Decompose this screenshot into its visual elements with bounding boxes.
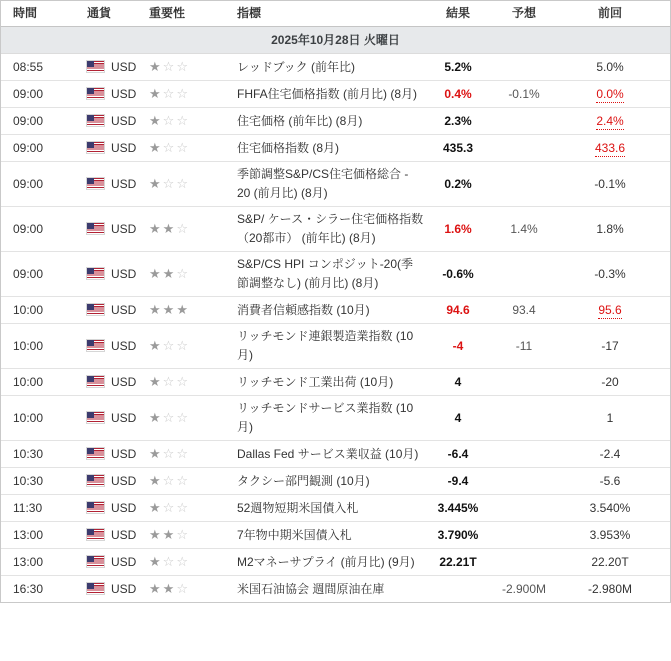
star-empty-icon: ☆: [176, 500, 190, 515]
event-forecast: [485, 522, 563, 549]
star-empty-icon: ☆: [176, 410, 190, 425]
event-forecast: [485, 369, 563, 396]
event-importance: [141, 297, 229, 324]
event-currency: [77, 549, 141, 576]
importance-stars: [149, 554, 190, 569]
event-importance: [141, 522, 229, 549]
previous-value: -17: [601, 338, 619, 353]
previous-value: 1.8%: [596, 221, 624, 236]
table-row: [1, 369, 670, 396]
star-filled-icon: ★: [149, 410, 163, 425]
importance-stars: [149, 86, 190, 101]
star-filled-icon: ★: [149, 176, 163, 191]
event-result: [431, 495, 485, 522]
event-currency: [77, 576, 141, 603]
event-previous: [563, 576, 670, 603]
event-previous: [563, 135, 670, 162]
event-indicator-link[interactable]: S&P/ ケース・シラー住宅価格指数（20都市） (前年比) (8月): [229, 207, 431, 252]
previous-value: -0.3%: [594, 266, 626, 281]
us-flag-icon: [87, 178, 104, 189]
result-value: 3.445%: [437, 500, 479, 515]
event-result: [431, 81, 485, 108]
event-forecast: [485, 396, 563, 441]
event-time: 10:00: [1, 324, 77, 369]
currency-label: USD: [111, 140, 137, 155]
result-value: -9.4: [447, 473, 469, 488]
table-row: [1, 324, 670, 369]
us-flag-icon: [87, 376, 104, 387]
event-importance: [141, 468, 229, 495]
table-header-row: [1, 1, 670, 27]
event-importance: [141, 324, 229, 369]
star-empty-icon: ☆: [176, 140, 190, 155]
event-result: [431, 576, 485, 603]
event-forecast: [485, 495, 563, 522]
event-currency: [77, 324, 141, 369]
event-importance: [141, 108, 229, 135]
result-value: 4: [454, 410, 462, 425]
event-importance: [141, 162, 229, 207]
star-empty-icon: ☆: [162, 410, 177, 425]
star-empty-icon: ☆: [176, 113, 190, 128]
date-header-row: [1, 27, 670, 54]
table-row: [1, 549, 670, 576]
event-time: 13:00: [1, 549, 77, 576]
star-empty-icon: ☆: [162, 500, 177, 515]
result-value: 94.6: [446, 302, 470, 317]
event-forecast: [485, 441, 563, 468]
event-previous: [563, 396, 670, 441]
event-time: 10:00: [1, 297, 77, 324]
event-importance: [141, 549, 229, 576]
result-value: 435.3: [442, 140, 474, 155]
event-currency: [77, 441, 141, 468]
event-result: [431, 207, 485, 252]
us-flag-icon: [87, 412, 104, 423]
event-indicator-link[interactable]: 7年物中期米国債入札: [229, 522, 431, 549]
currency-label: USD: [111, 410, 137, 425]
event-result: [431, 549, 485, 576]
star-empty-icon: ☆: [162, 374, 177, 389]
event-previous: [563, 108, 670, 135]
star-filled-icon: ★: [149, 446, 163, 461]
star-filled-icon: ★: [162, 581, 177, 596]
previous-value: 3.540%: [589, 500, 631, 515]
column-header-forecast: 予想: [485, 1, 563, 27]
event-result: [431, 441, 485, 468]
event-previous: [563, 324, 670, 369]
result-value: 1.6%: [444, 221, 472, 236]
event-currency: [77, 54, 141, 81]
event-indicator-link[interactable]: レッドブック (前年比): [229, 54, 431, 81]
table-row: [1, 297, 670, 324]
event-forecast: [485, 135, 563, 162]
date-header: 2025年10月28日 火曜日: [1, 27, 670, 54]
star-filled-icon: ★: [162, 221, 177, 236]
table-row: [1, 108, 670, 135]
event-previous: [563, 162, 670, 207]
event-forecast: -0.1%: [485, 81, 563, 108]
star-filled-icon: ★: [162, 266, 177, 281]
event-indicator-link[interactable]: 米国石油協会 週間原油在庫: [237, 581, 385, 596]
previous-value: 22.20T: [591, 554, 629, 569]
event-forecast: -2.900M: [501, 581, 547, 596]
table-row: [1, 495, 670, 522]
currency-label: USD: [111, 113, 137, 128]
importance-stars: [149, 59, 190, 74]
star-filled-icon: ★: [149, 581, 163, 596]
event-currency: [77, 297, 141, 324]
event-time: 11:30: [1, 495, 77, 522]
event-result: [431, 468, 485, 495]
event-currency: [77, 369, 141, 396]
star-filled-icon: ★: [149, 500, 163, 515]
event-indicator-link[interactable]: FHFA住宅価格指数 (前月比) (8月): [229, 81, 431, 108]
event-result: [431, 108, 485, 135]
result-value: 5.2%: [444, 59, 472, 74]
event-previous: [563, 468, 670, 495]
event-time: 16:30: [13, 581, 44, 596]
event-importance: [141, 207, 229, 252]
us-flag-icon: [87, 304, 104, 315]
event-indicator-link[interactable]: リッチモンドサービス業指数 (10月): [229, 396, 431, 441]
currency-label: USD: [111, 86, 137, 101]
importance-stars: [149, 581, 190, 596]
event-previous: [563, 441, 670, 468]
event-result: [431, 162, 485, 207]
event-previous: [563, 549, 670, 576]
event-currency: [77, 81, 141, 108]
importance-stars: [149, 374, 190, 389]
us-flag-icon: [87, 268, 104, 279]
event-result: [431, 297, 485, 324]
column-header-indicator: 指標: [229, 1, 431, 27]
us-flag-icon: [87, 340, 104, 351]
event-result: [431, 54, 485, 81]
table-row: [1, 252, 670, 297]
previous-value: 3.953%: [589, 527, 631, 542]
previous-value: 95.6: [598, 302, 622, 317]
currency-label: USD: [111, 266, 137, 281]
importance-stars: [149, 266, 190, 281]
star-empty-icon: ☆: [176, 446, 190, 461]
table-row: [1, 135, 670, 162]
star-filled-icon: ★: [149, 374, 163, 389]
table-row: [1, 81, 670, 108]
star-empty-icon: ☆: [176, 338, 190, 353]
star-empty-icon: ☆: [162, 59, 177, 74]
event-indicator-link[interactable]: 消費者信頼感指数 (10月): [229, 297, 431, 324]
column-header-currency: 通貨: [77, 1, 141, 27]
previous-value: -5.6: [599, 473, 621, 488]
event-result: [431, 324, 485, 369]
us-flag-icon: [87, 223, 104, 234]
event-currency: [77, 495, 141, 522]
event-indicator-link[interactable]: タクシー部門観測 (10月): [229, 468, 431, 495]
result-value: 4: [454, 374, 462, 389]
event-time: 09:00: [1, 81, 77, 108]
event-time: 09:00: [1, 252, 77, 297]
star-empty-icon: ☆: [162, 86, 177, 101]
event-time: 10:30: [1, 441, 77, 468]
previous-value: -20: [601, 374, 619, 389]
star-empty-icon: ☆: [176, 176, 190, 191]
event-importance: [141, 396, 229, 441]
star-empty-icon: ☆: [176, 86, 190, 101]
result-value: 2.3%: [444, 113, 472, 128]
event-time: 10:00: [1, 396, 77, 441]
event-result: [431, 369, 485, 396]
event-forecast: [485, 549, 563, 576]
event-indicator-link[interactable]: リッチモンド工業出荷 (10月): [229, 369, 431, 396]
currency-label: USD: [111, 554, 137, 569]
star-empty-icon: ☆: [162, 176, 177, 191]
column-header-previous: 前回: [563, 1, 670, 27]
event-previous: [563, 252, 670, 297]
event-previous: [563, 522, 670, 549]
currency-label: USD: [111, 176, 137, 191]
currency-label: USD: [111, 581, 137, 596]
event-previous: [563, 369, 670, 396]
previous-value: 433.6: [594, 140, 626, 155]
event-time: 10:00: [1, 369, 77, 396]
star-empty-icon: ☆: [176, 554, 190, 569]
event-currency: [77, 108, 141, 135]
event-time: 09:00: [1, 207, 77, 252]
result-value: 22.21T: [439, 554, 477, 569]
column-header-time: 時間: [1, 1, 77, 27]
event-indicator-link[interactable]: 住宅価格 (前年比) (8月): [229, 108, 431, 135]
event-currency: [77, 522, 141, 549]
table-row: [1, 468, 670, 495]
event-importance: [141, 252, 229, 297]
star-filled-icon: ★: [149, 86, 163, 101]
star-empty-icon: ☆: [176, 527, 190, 542]
currency-label: USD: [111, 374, 137, 389]
table-row: [1, 207, 670, 252]
event-importance: [141, 81, 229, 108]
event-indicator-link[interactable]: 52週物短期米国債入札: [229, 495, 431, 522]
importance-stars: [149, 338, 190, 353]
previous-value: 1: [606, 410, 614, 425]
event-previous: [563, 54, 670, 81]
star-filled-icon: ★: [149, 302, 163, 317]
result-value: 0.4%: [444, 86, 472, 101]
star-empty-icon: ☆: [162, 338, 177, 353]
previous-value: 2.4%: [596, 113, 624, 128]
result-value: 3.790%: [437, 527, 479, 542]
importance-stars: [149, 527, 190, 542]
star-empty-icon: ☆: [162, 473, 177, 488]
importance-stars: [149, 302, 190, 317]
us-flag-icon: [87, 115, 104, 126]
importance-stars: [149, 500, 190, 515]
result-value: -0.6%: [442, 266, 474, 281]
star-empty-icon: ☆: [176, 473, 190, 488]
previous-value: -2.4: [599, 446, 621, 461]
currency-label: USD: [111, 221, 137, 236]
event-result: [431, 396, 485, 441]
star-empty-icon: ☆: [162, 113, 177, 128]
star-filled-icon: ★: [149, 266, 163, 281]
importance-stars: [149, 140, 190, 155]
previous-value: 5.0%: [596, 59, 624, 74]
star-filled-icon: ★: [149, 527, 163, 542]
event-time: 13:00: [1, 522, 77, 549]
event-indicator-link[interactable]: Dallas Fed サービス業収益 (10月): [229, 441, 431, 468]
event-indicator-link[interactable]: 季節調整S&P/CS住宅価格総合 - 20 (前月比) (8月): [229, 162, 431, 207]
currency-label: USD: [111, 500, 137, 515]
event-currency: [77, 252, 141, 297]
us-flag-icon: [87, 448, 104, 459]
currency-label: USD: [111, 59, 137, 74]
importance-stars: [149, 176, 190, 191]
event-indicator-link[interactable]: S&P/CS HPI コンポジット-20(季節調整なし) (前月比) (8月): [229, 252, 431, 297]
event-importance: [141, 441, 229, 468]
event-forecast: [485, 162, 563, 207]
event-indicator-link[interactable]: リッチモンド連銀製造業指数 (10月): [229, 324, 431, 369]
star-empty-icon: ☆: [162, 140, 177, 155]
event-result: [431, 252, 485, 297]
event-currency: [77, 396, 141, 441]
table-row: [1, 441, 670, 468]
event-indicator-link[interactable]: 住宅価格指数 (8月): [229, 135, 431, 162]
event-forecast: [485, 252, 563, 297]
star-filled-icon: ★: [162, 527, 177, 542]
event-time: 08:55: [1, 54, 77, 81]
event-importance: [141, 135, 229, 162]
star-empty-icon: ☆: [176, 374, 190, 389]
result-value: -6.4: [447, 446, 469, 461]
currency-label: USD: [111, 338, 137, 353]
importance-stars: [149, 221, 190, 236]
event-time: 09:00: [1, 108, 77, 135]
currency-label: USD: [111, 527, 137, 542]
star-filled-icon: ★: [149, 59, 163, 74]
star-filled-icon: ★: [149, 473, 163, 488]
event-forecast: -11: [485, 324, 563, 369]
result-value: 0.2%: [444, 176, 472, 191]
importance-stars: [149, 473, 190, 488]
event-currency: [77, 207, 141, 252]
us-flag-icon: [87, 529, 104, 540]
event-importance: [141, 54, 229, 81]
star-filled-icon: ★: [149, 113, 163, 128]
event-forecast: [485, 54, 563, 81]
importance-stars: [149, 113, 190, 128]
event-currency: [77, 468, 141, 495]
star-filled-icon: ★: [149, 338, 163, 353]
event-result: [431, 135, 485, 162]
us-flag-icon: [87, 142, 104, 153]
previous-value: -2.980M: [587, 581, 633, 596]
event-previous: [563, 495, 670, 522]
event-previous: [563, 81, 670, 108]
star-filled-icon: ★: [149, 221, 163, 236]
importance-stars: [149, 410, 190, 425]
event-time: 09:00: [1, 162, 77, 207]
currency-label: USD: [111, 473, 137, 488]
previous-value: -0.1%: [594, 176, 626, 191]
event-time: 09:00: [1, 135, 77, 162]
currency-label: USD: [111, 302, 137, 317]
result-value: -4: [452, 338, 464, 353]
star-empty-icon: ☆: [176, 59, 190, 74]
table-row: [1, 522, 670, 549]
table-row: [1, 576, 670, 603]
previous-value: 0.0%: [596, 86, 624, 101]
event-previous: [563, 207, 670, 252]
currency-label: USD: [111, 446, 137, 461]
column-header-importance: 重要性: [141, 1, 229, 27]
event-importance: [141, 576, 229, 603]
star-empty-icon: ☆: [176, 581, 190, 596]
event-forecast: 93.4: [485, 297, 563, 324]
us-flag-icon: [87, 556, 104, 567]
event-indicator-link[interactable]: M2マネーサプライ (前月比) (9月): [229, 549, 431, 576]
event-importance: [141, 495, 229, 522]
event-currency: [77, 162, 141, 207]
event-currency: [77, 135, 141, 162]
star-filled-icon: ★: [176, 302, 190, 317]
event-time: 10:30: [1, 468, 77, 495]
us-flag-icon: [87, 583, 104, 594]
table-row: [1, 396, 670, 441]
us-flag-icon: [87, 475, 104, 486]
column-header-result: 結果: [431, 1, 485, 27]
star-filled-icon: ★: [149, 554, 163, 569]
importance-stars: [149, 446, 190, 461]
star-filled-icon: ★: [162, 302, 177, 317]
us-flag-icon: [87, 88, 104, 99]
star-empty-icon: ☆: [162, 554, 177, 569]
us-flag-icon: [87, 61, 104, 72]
star-empty-icon: ☆: [176, 266, 190, 281]
star-filled-icon: ★: [149, 140, 163, 155]
us-flag-icon: [87, 502, 104, 513]
event-result: [431, 522, 485, 549]
event-previous: [563, 297, 670, 324]
economic-calendar-table: [1, 1, 670, 602]
table-row: [1, 54, 670, 81]
table-row: [1, 162, 670, 207]
star-empty-icon: ☆: [162, 446, 177, 461]
event-importance: [141, 369, 229, 396]
star-empty-icon: ☆: [176, 221, 190, 236]
event-forecast: [485, 468, 563, 495]
event-forecast: 1.4%: [485, 207, 563, 252]
event-forecast: [485, 108, 563, 135]
